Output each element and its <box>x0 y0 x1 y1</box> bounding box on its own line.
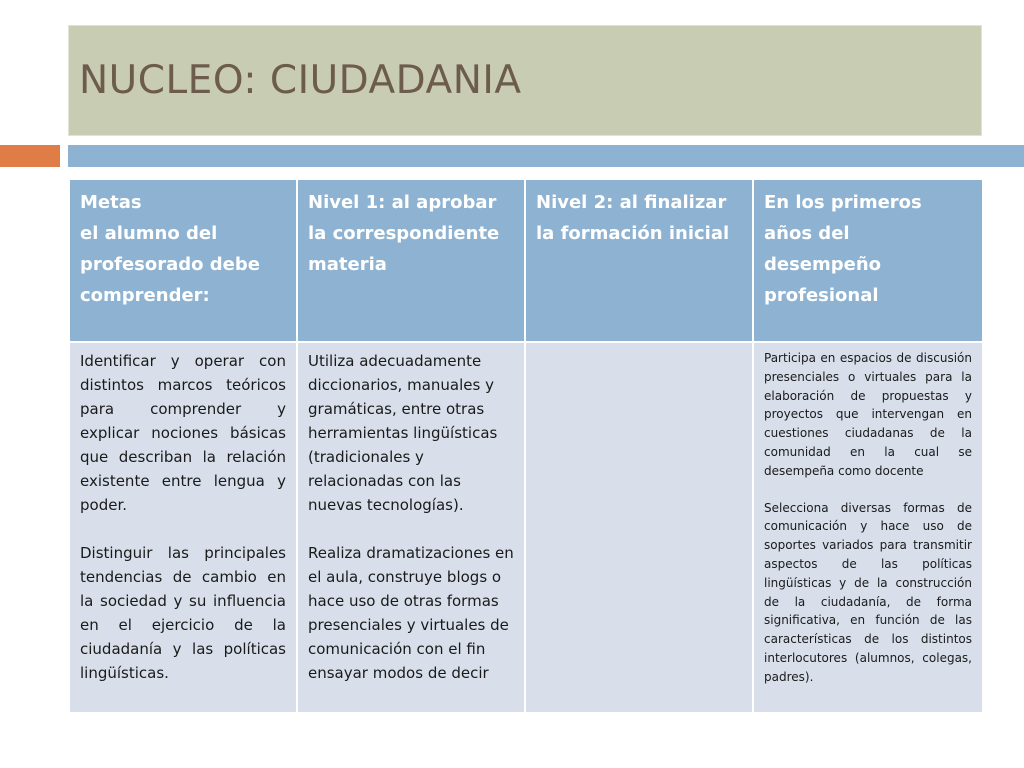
header-primeros-anos: En los primeros años del desempeño profesional <box>753 179 983 342</box>
primeros-anos-paragraph-2: Selecciona diversas formas de comunicación y hace uso de soportes variados para transmitir aspectos de las políticas lingüísticas y de la construcción de la ciudadanía, de forma significativa, en función de las características de los distintos interlocutores (alumnos, colegas, padres). <box>764 500 972 684</box>
cell-nivel-1 <box>297 342 525 713</box>
competency-table <box>68 178 984 714</box>
accent-stripe-blue <box>68 145 1024 167</box>
metas-paragraph-2: Distinguir las principales tendencias de cambio en la sociedad y su influencia en el ejercicio de la ciudadanía y las políticas lingüísticas. <box>80 544 286 682</box>
header-nivel-2: Nivel 2: al finalizar la formación inicial <box>525 179 753 342</box>
header-metas: Metas el alumno del profesorado debe comprender: <box>69 179 297 342</box>
accent-stripe-orange <box>0 145 60 167</box>
cell-primeros-anos <box>753 342 983 713</box>
table-header-row <box>69 179 983 342</box>
primeros-anos-paragraph-1: Participa en espacios de discusión presenciales o virtuales para la elaboración de propuestas y proyectos que intervengan en cuestiones ciudadanas de la comunidad en la cual se desempeña como docente <box>764 351 972 478</box>
cell-metas <box>69 342 297 713</box>
metas-paragraph-1: Identificar y operar con distintos marcos teóricos para comprender y explicar nociones básicas que describan la relación existente entre lengua y poder. <box>80 352 286 514</box>
title-band <box>68 25 982 136</box>
nivel-1-paragraph-2: Realiza dramatizaciones en el aula, construye blogs o hace uso de otras formas presenciales y virtuales de comunicación con el fin ensayar modos de decir <box>308 544 514 682</box>
nivel-1-paragraph-1: Utiliza adecuadamente diccionarios, manuales y gramáticas, entre otras herramientas lingüísticas (tradicionales y relacionadas con las nuevas tecnologías). <box>308 352 498 514</box>
cell-nivel-2 <box>525 342 753 713</box>
table-row <box>69 342 983 713</box>
header-nivel-1: Nivel 1: al aprobar la correspondiente materia <box>297 179 525 342</box>
slide-title: NUCLEO: CIUDADANIA <box>79 58 522 103</box>
